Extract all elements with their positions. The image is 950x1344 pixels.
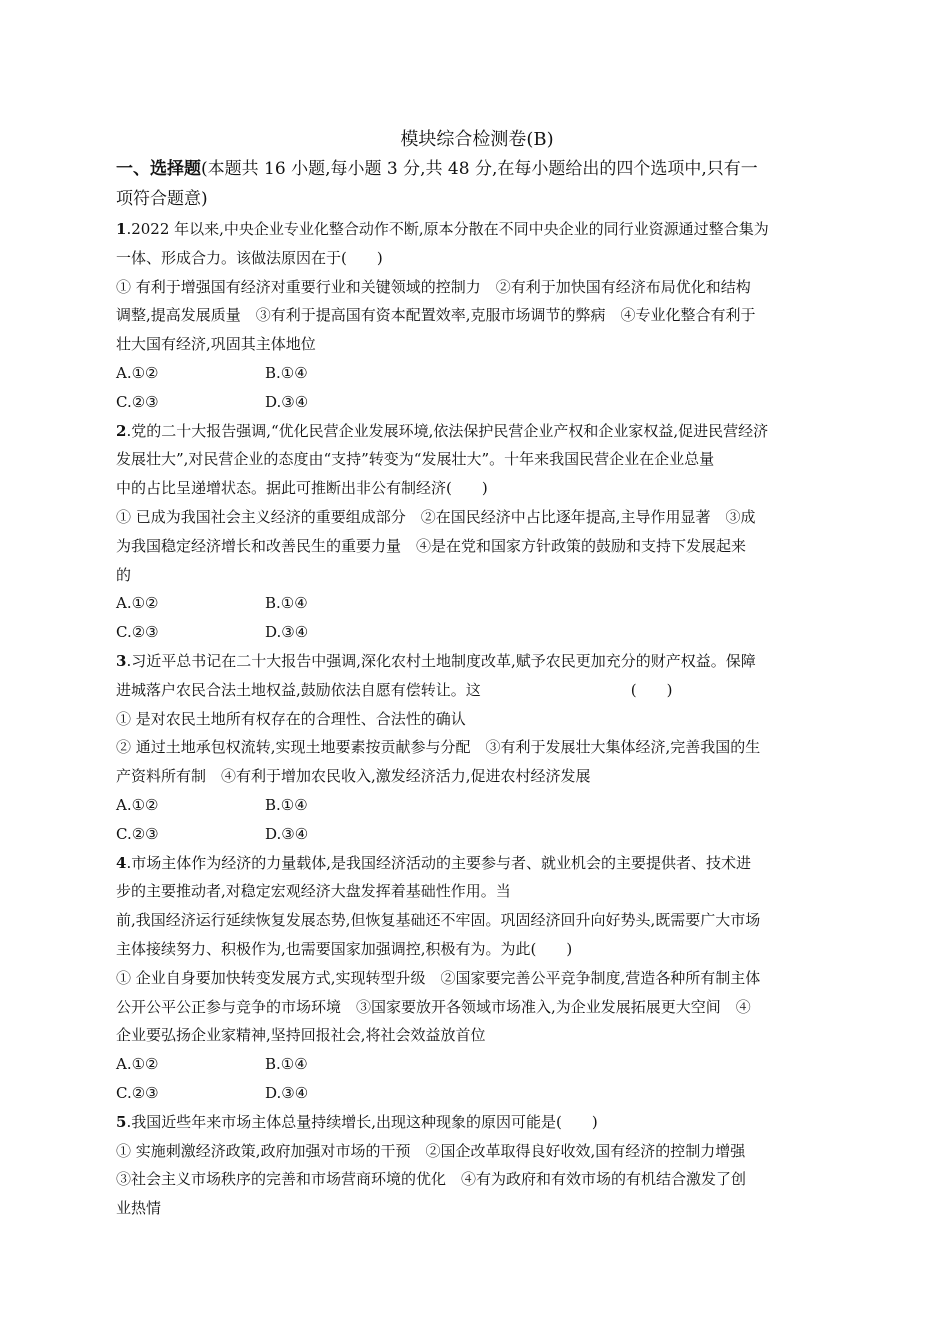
option-c[interactable]: C.②③ (116, 623, 159, 642)
question-stem-line: 4.市场主体作为经济的力量载体,是我国经济活动的主要参与者、就业机会的主要提供者、技术进 (116, 853, 751, 872)
question-stem-line: 主体接续努力、积极作为,也需要国家加强调控,积极有为。为此( ) (116, 939, 573, 958)
question-stem-line: 2.党的二十大报告强调,“优化民营企业发展环境,依法保护民营企业产权和企业家权益,促进民营经济 (116, 421, 769, 440)
option-a[interactable]: A.①② (116, 795, 159, 814)
question-number: 5 (116, 1112, 127, 1131)
question-2 (116, 417, 838, 647)
option-d[interactable]: D.③④ (265, 1083, 309, 1102)
statement-line: ① 企业自身要加快转变发展方式,实现转型升级 ②国家要完善公平竞争制度,营造各种所有制主体 (116, 968, 761, 987)
statement-line: 公开公平公正参与竞争的市场环境 ③国家要放开各领域市场准入,为企业发展拓展更大空间 ④ (116, 997, 751, 1016)
section-instruction-cont: 项符合题意) (116, 189, 208, 209)
question-stem-line: 步的主要推动者,对稳定宏观经济大盘发挥着基础性作用。当 (116, 882, 511, 901)
option-d[interactable]: D.③④ (265, 824, 309, 843)
section-instruction: (本题共 16 小题,每小题 3 分,共 48 分,在每小题给出的四个选项中,只有一 (201, 159, 758, 179)
options-row (116, 820, 838, 849)
question-stem-line: 中的占比呈递增状态。据此可推断出非公有制经济( ) (116, 479, 488, 498)
option-c[interactable]: C.②③ (116, 1083, 159, 1102)
page-title: 模块综合检测卷(B) (400, 129, 554, 150)
options-row (116, 791, 838, 820)
question-stem-line: 前,我国经济运行延续恢复发展态势,但恢复基础还不牢固。巩固经济回升向好势头,既需要广大市场 (116, 911, 761, 930)
option-b[interactable]: B.①④ (265, 594, 308, 613)
question-3 (116, 647, 838, 849)
option-a[interactable]: A.①② (116, 594, 159, 613)
statement-line: ① 已成为我国社会主义经济的重要组成部分 ②在国民经济中占比逐年提高,主导作用显著 ③成 (116, 507, 756, 526)
question-stem-line: 进城落户农民合法土地权益,鼓励依法自愿有偿转让。这 ( ) (116, 680, 673, 699)
question-number: 2 (116, 421, 127, 440)
question-stem-line: 1.2022 年以来,中央企业专业化整合动作不断,原本分散在不同中央企业的同行业资源通过整合集为 (116, 220, 769, 238)
statement-line: 业热情 (116, 1199, 162, 1218)
options-row (116, 1050, 838, 1079)
option-d[interactable]: D.③④ (265, 623, 309, 642)
statement-line: ① 是对农民土地所有权存在的合理性、合法性的确认 (116, 709, 466, 728)
option-c[interactable]: C.②③ (116, 824, 159, 843)
document-page (116, 125, 838, 1223)
option-b[interactable]: B.①④ (265, 363, 308, 382)
options-row (116, 1079, 838, 1108)
option-d[interactable]: D.③④ (265, 392, 309, 411)
section-label: 一、选择题 (116, 159, 201, 179)
section-heading (116, 155, 838, 183)
statement-line: 为我国稳定经济增长和改善民生的重要力量 ④是在党和国家方针政策的鼓励和支持下发展起来 (116, 536, 747, 555)
option-a[interactable]: A.①② (116, 363, 159, 382)
statement-line: ② 通过土地承包权流转,实现土地要素按贡献参与分配 ③有利于发展壮大集体经济,完善我国的生 (116, 738, 761, 757)
statement-line: 的 (116, 565, 132, 584)
statement-line: ③社会主义市场秩序的完善和市场营商环境的优化 ④有为政府和有效市场的有机结合激发了创 (116, 1170, 747, 1189)
statement-line: 企业要弘扬企业家精神,坚持回报社会,将社会效益放首位 (116, 1026, 486, 1045)
question-stem-line: 一体、形成合力。该做法原因在于( ) (116, 248, 383, 267)
options-row (116, 589, 838, 618)
statement-line: 壮大国有经济,巩固其主体地位 (116, 335, 316, 354)
question-number: 4 (116, 853, 127, 872)
statement-line: ① 有利于增强国有经济对重要行业和关键领域的控制力 ②有利于加快国有经济布局优化和结构 (116, 277, 751, 296)
statement-line: ① 实施刺激经济政策,政府加强对市场的干预 ②国企改革取得良好收效,国有经济的控制力增强 (116, 1141, 746, 1160)
option-c[interactable]: C.②③ (116, 392, 159, 411)
question-5 (116, 1108, 838, 1223)
option-b[interactable]: B.①④ (265, 795, 308, 814)
statement-line: 产资料所有制 ④有利于增加农民收入,激发经济活力,促进农村经济发展 (116, 767, 591, 786)
options-row (116, 618, 838, 647)
options-row (116, 388, 838, 417)
question-number: 3 (116, 651, 127, 670)
question-1 (116, 215, 838, 417)
options-row (116, 359, 838, 388)
question-4 (116, 849, 838, 1108)
question-stem-line: 发展壮大”,对民营企业的态度由“支持”转变为“发展壮大”。十年来我国民营企业在企业总量 (116, 450, 715, 469)
option-b[interactable]: B.①④ (265, 1055, 308, 1074)
question-number: 1 (116, 220, 127, 238)
question-stem-line: 5.我国近些年来市场主体总量持续增长,出现这种现象的原因可能是( ) (116, 1112, 598, 1131)
question-stem-line: 3.习近平总书记在二十大报告中强调,深化农村土地制度改革,赋予农民更加充分的财产权益。保障 (116, 651, 756, 670)
statement-line: 调整,提高发展质量 ③有利于提高国有资本配置效率,克服市场调节的弊病 ④专业化整合有利于 (116, 306, 756, 325)
option-a[interactable]: A.①② (116, 1055, 159, 1074)
